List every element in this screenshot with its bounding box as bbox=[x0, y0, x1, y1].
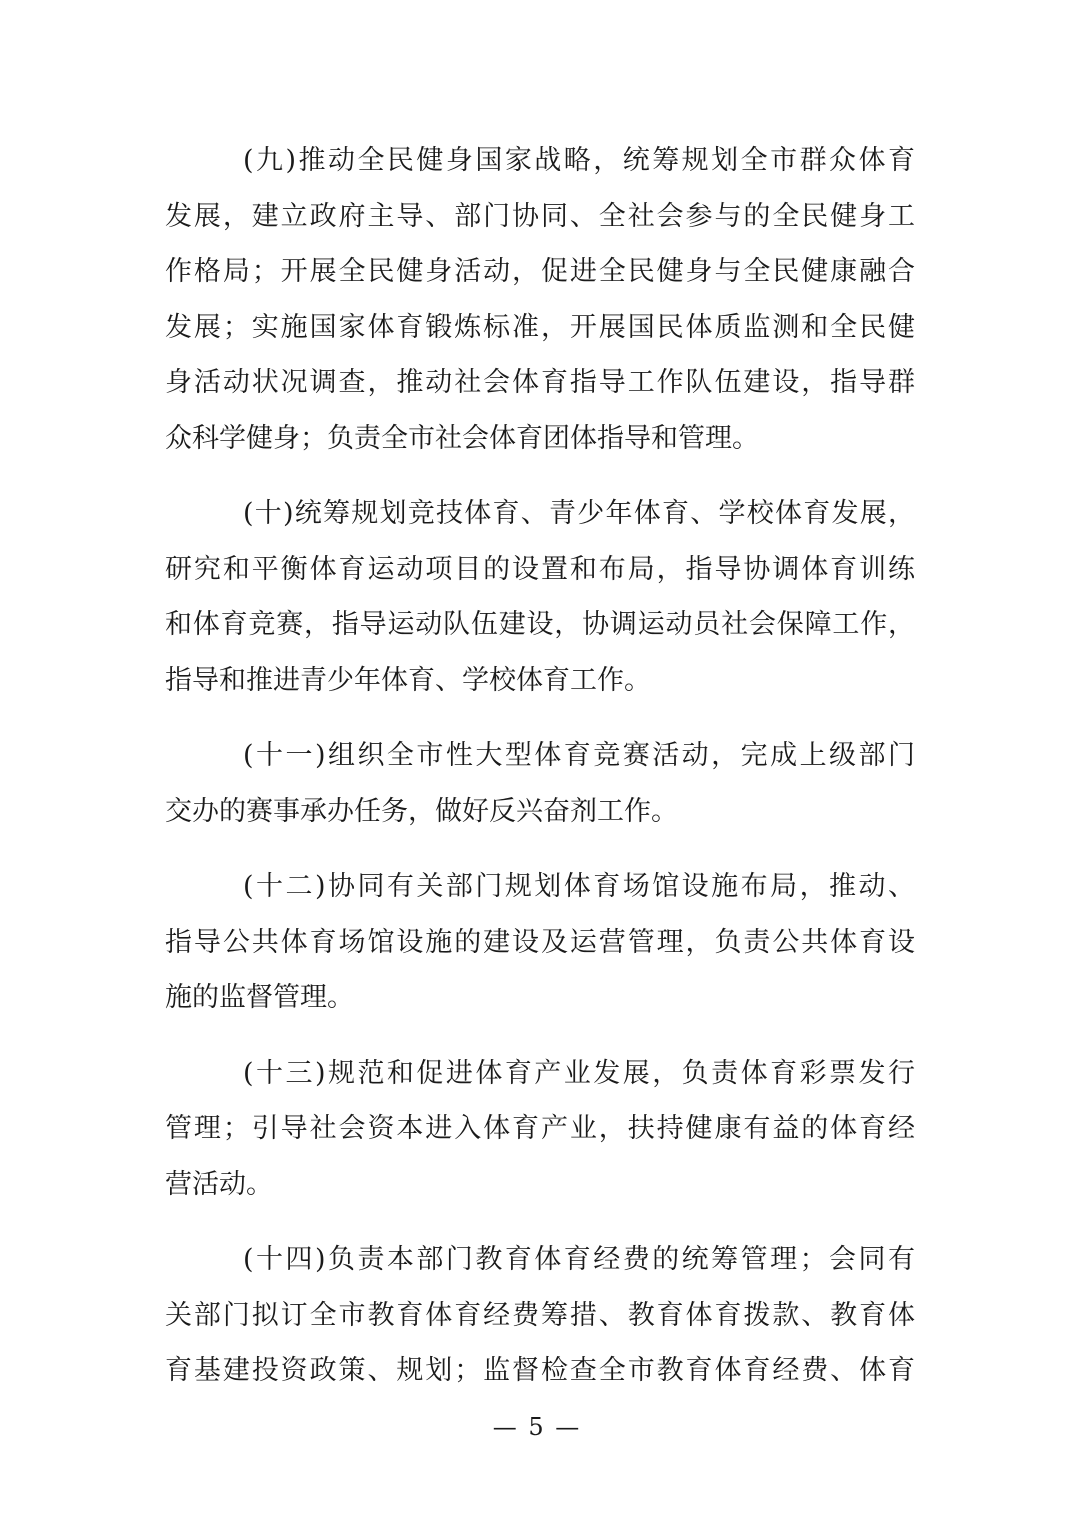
text-line: 和体育竞赛，指导运动队伍建设，协调运动员社会保障工作， bbox=[165, 609, 915, 640]
text-line: (十三)规范和促进体育产业发展，负责体育彩票发行 bbox=[243, 1057, 915, 1089]
text-line: 管理；引导社会资本进入体育产业，扶持健康有益的体育经 bbox=[165, 1113, 915, 1144]
text-line: (十二)协同有关部门规划体育场馆设施布局，推动、 bbox=[243, 871, 915, 902]
paragraph bbox=[165, 1232, 915, 1399]
text-line: 交办的赛事承办任务，做好反兴奋剂工作。 bbox=[165, 795, 678, 827]
text-line: 发展；实施国家体育锻炼标准，开展国民体质监测和全民健 bbox=[165, 311, 915, 343]
text-line: 作格局；开展全民健身活动，促进全民健身与全民健康融合 bbox=[165, 256, 915, 287]
text-line: (九)推动全民健身国家战略，统筹规划全市群众体育 bbox=[243, 145, 915, 176]
paragraph bbox=[165, 486, 915, 708]
text-line: (十一)组织全市性大型体育竞赛活动，完成上级部门 bbox=[243, 740, 915, 771]
text-line: 发展，建立政府主导、部门协同、全社会参与的全民健身工 bbox=[165, 200, 915, 232]
text-line: 指导公共体育场馆设施的建设及运营管理，负责公共体育设 bbox=[165, 926, 915, 958]
text-line: (十四)负责本部门教育体育经费的统筹管理；会同有 bbox=[243, 1244, 915, 1275]
text-line: 营活动。 bbox=[165, 1168, 273, 1200]
page-number: — 5 — bbox=[492, 1413, 582, 1441]
text-line: 身活动状况调查，推动社会体育指导工作队伍建设，指导群 bbox=[165, 367, 915, 398]
text-line: 指导和推进青少年体育、学校体育工作。 bbox=[165, 664, 651, 696]
document-body bbox=[165, 133, 915, 1419]
paragraph bbox=[165, 133, 915, 466]
text-line: 众科学健身；负责全市社会体育团体指导和管理。 bbox=[165, 422, 759, 454]
text-line: 育基建投资政策、规划；监督检查全市教育体育经费、体育 bbox=[165, 1355, 915, 1386]
text-line: 关部门拟订全市教育体育经费筹措、教育体育拨款、教育体 bbox=[165, 1299, 915, 1331]
text-line: 施的监督管理。 bbox=[165, 982, 354, 1013]
paragraph bbox=[165, 728, 915, 839]
text-line: 研究和平衡体育运动项目的设置和布局，指导协调体育训练 bbox=[165, 553, 915, 585]
paragraph bbox=[165, 1046, 915, 1213]
text-line: (十)统筹规划竞技体育、青少年体育、学校体育发展， bbox=[243, 498, 915, 529]
paragraph bbox=[165, 859, 915, 1026]
